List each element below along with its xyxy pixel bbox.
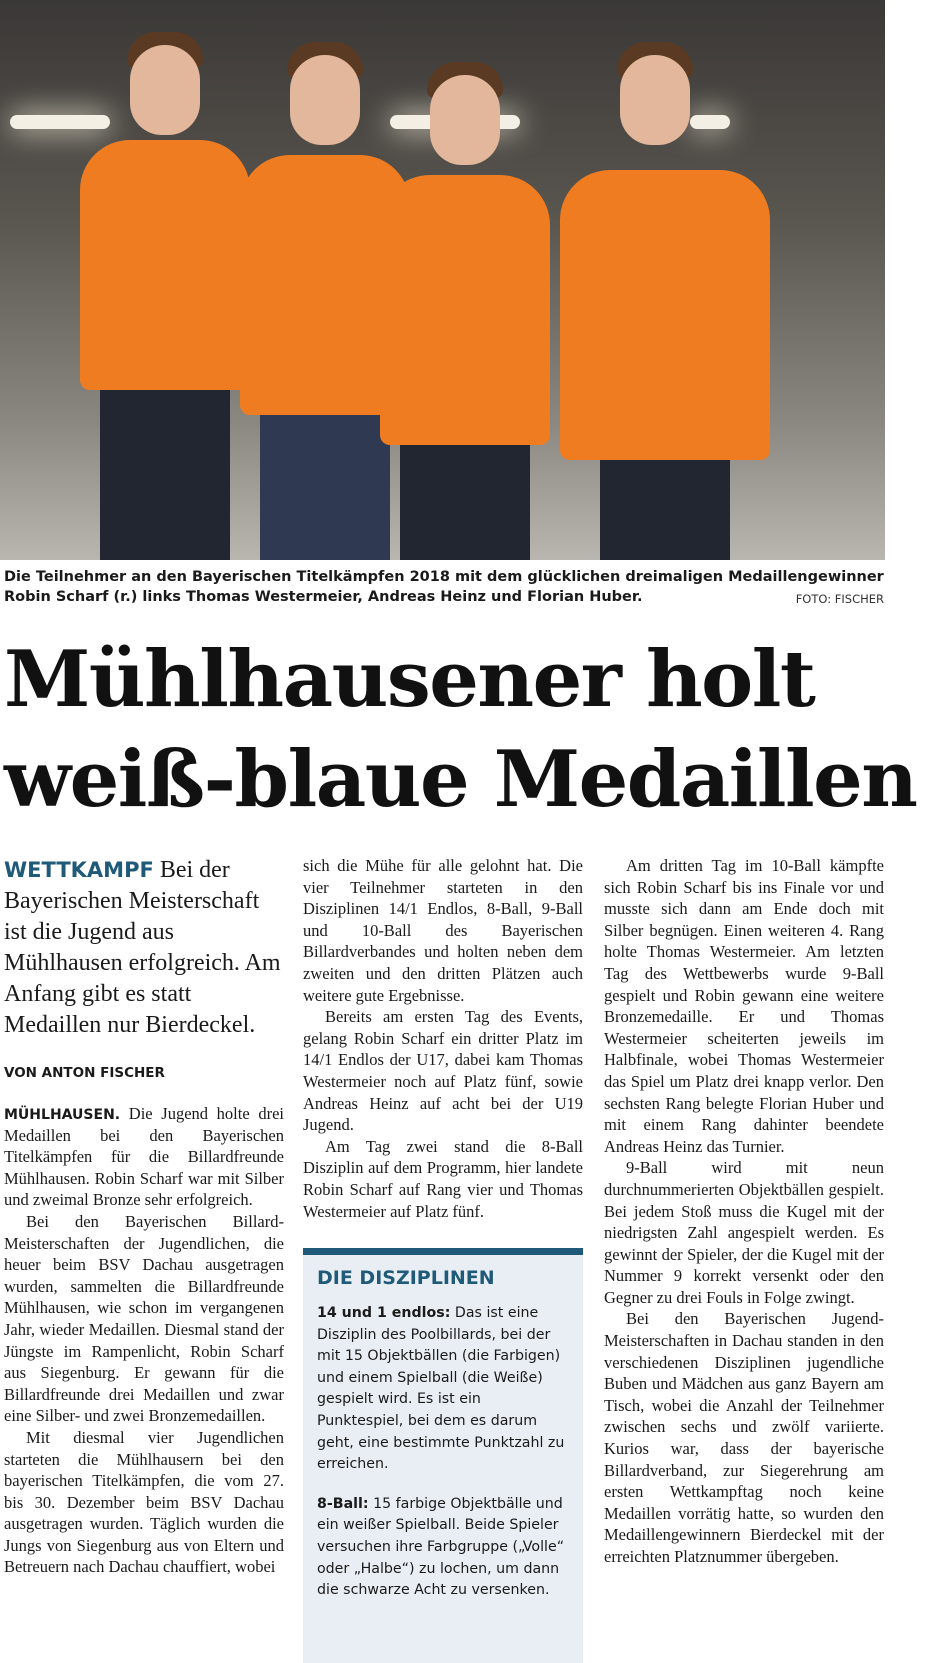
body-paragraph: sich die Mühe für alle gelohnt hat. Die vier Teilnehmer starteten in den Disziplinen 14/1 Endlos, 8-Ball, 9-Ball und 10-Ball des Bayerischen Billardverbandes und holten neben dem zweiten und den dritten Plätzen auch weitere gute Ergebnisse. xyxy=(303,856,583,1005)
lead-text: Bei der Bayerischen Meisterschaft ist die Jugend aus Mühlhausen erfolgreich. Am Anfang gibt es statt Medaillen nur Bierdeckel. xyxy=(4,857,281,1038)
lamp xyxy=(690,115,730,129)
info-box-title: DIE DISZIPLINEN xyxy=(317,1267,495,1289)
photo-credit: FOTO: FISCHER xyxy=(795,592,884,606)
body-paragraph: 9-Ball wird mit neun durchnummerierten Objektbällen gespielt. Bei jedem Stoß muss die Kugel mit der niedrigsten Zahl angespielt werden. Es gewinnt der Spieler, der die Kugel mit der Nummer 9 korrekt versenkt oder den Gegner zu drei Fouls in Folge zwingt. xyxy=(604,1158,884,1307)
dateline: MÜHLHAUSEN. xyxy=(4,1107,121,1123)
column-1 xyxy=(4,855,284,1578)
byline: VON ANTON FISCHER xyxy=(4,1065,165,1081)
kicker: WETTKAMPF xyxy=(4,858,154,882)
info-box-item: 8-Ball: 15 farbige Objektbälle und ein weißer Spielball. Beide Spieler versuchen ihre Farbgruppe („Volle“ oder „Halbe“) zu lochen, um dann die schwarze Acht zu versenken. xyxy=(317,1495,565,1599)
body-paragraph: Am Tag zwei stand die 8-Ball Disziplin auf dem Programm, hier landete Robin Scharf auf Rang vier und Thomas Westermeier auf Platz fünf. xyxy=(303,1136,583,1221)
body-paragraph: MÜHLHAUSEN. Die Jugend holte drei Medaillen bei den Bayerischen Titelkämpfen für die Billardfreunde Mühlhausen. Robin Scharf war mit Silber und zweimal Bronze sehr erfolgreich. xyxy=(4,1104,284,1210)
lead-paragraph xyxy=(4,855,284,1041)
column-2 xyxy=(303,855,583,1222)
body-paragraph: Bei den Bayerischen Billard-Meisterschaften der Jugendlichen, die heuer beim BSV Dachau ausgetragen wurden, sammelten die Billardfreunde Mühlhausen, wie schon im vergangenen Jahr, wieder Medaillen. Diesmal stand der Jüngste im Rampenlicht, Robin Scharf aus Siegenburg. Er gewann für die Billardfreunde drei Medaillen und zwar eine Silber- und zwei Bronzemedaillen. xyxy=(4,1211,284,1426)
lamp xyxy=(10,115,110,129)
body-paragraph: Bereits am ersten Tag des Events, gelang Robin Scharf ein dritter Platz im 14/1 Endlos der U17, dabei kam Thomas Westermeier noch auf Platz fünf, sowie Andreas Heinz auf acht bei der U19 Jugend. xyxy=(303,1007,583,1135)
body-paragraph: Am dritten Tag im 10-Ball kämpfte sich Robin Scharf bis ins Finale vor und musste sich dann am Ende doch mit Silber begnügen. Einen weiteren 4. Rang holte Thomas Westermeier. Am letzten Tag des Wettbewerbs wurde 9-Ball gespielt und Robin gewann eine weitere Bronzemedaille. Er und Thomas Westermeier scheiterten jeweils im Halbfinale, wobei Thomas Westermeier das Spiel um Platz drei knapp verlor. Den sechsten Rang belegte Florian Huber und mit einem Rang dahinter beendete Andreas Heinz das Turnier. xyxy=(604,856,884,1156)
column-3 xyxy=(604,855,884,1568)
article-photo xyxy=(0,0,885,560)
body-paragraph: Bei den Bayerischen Jugend-Meisterschaften in Dachau standen in den verschiedenen Disziplinen jugendliche Buben und Mädchen aus ganz Bayern am Tisch, wobei die Anzahl der Teilnehmer zwischen sechs und zwölf variierte. Kurios war, dass der bayerische Billardverband, zur Siegerehrung am ersten Wettkampftag noch keine Medaillen vorrätig hatte, so wurden den Medaillengewinnern Bierdeckel mit der erreichten Platznummer übergeben. xyxy=(604,1309,884,1566)
info-box-disziplinen xyxy=(303,1248,583,1663)
body-paragraph: Mit diesmal vier Jugendlichen starteten die Mühlhausern bei den bayerischen Titelkämpfen, die vom 27. bis 30. Dezember beim BSV Dachau ausgetragen wurden. Täglich wurden die Jungs von Siegenburg aus von Eltern und Betreuern nach Dachau chauffiert, wobei xyxy=(4,1427,284,1577)
photo-caption: Die Teilnehmer an den Bayerischen Titelkämpfen 2018 mit dem glücklichen dreimaligen Medaillengewinner Robin Scharf (r.) links Thomas Westermeier, Andreas Heinz und Florian Huber. xyxy=(4,569,884,605)
headline: Mühlhausener holt weiß-blaue Medaillen xyxy=(4,634,917,825)
info-box-item: 14 und 1 endlos: Das ist eine Disziplin des Poolbillards, bei der mit 15 Objektbällen (die Farbigen) und einem Spielball (die Weiße) gespielt wird. Es ist ein Punktespiel, bei dem es darum geht, eine bestimmte Punktzahl zu erreichen. xyxy=(317,1305,565,1473)
